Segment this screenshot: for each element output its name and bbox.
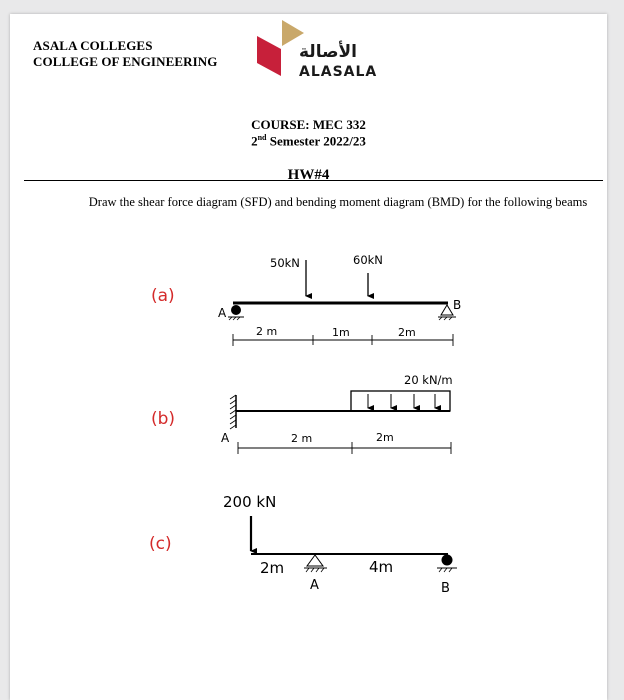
document-page xyxy=(10,14,607,700)
support-c-b-label: B xyxy=(441,581,450,596)
logo-english-text: ALASALA xyxy=(299,64,378,80)
udl-label: 20 kN/m xyxy=(404,373,453,387)
dim-a-2: 1m xyxy=(332,326,350,339)
pin-support-c-a-icon xyxy=(307,555,323,566)
semester-suffix: nd xyxy=(257,133,267,142)
load-50kn-label: 50kN xyxy=(270,256,300,270)
dim-b-2: 2m xyxy=(376,431,394,444)
problem-b-label: (b) xyxy=(151,409,176,429)
dim-c-1: 2m xyxy=(260,559,285,577)
support-c-a-label: A xyxy=(310,578,319,593)
college-department: COLLEGE OF ENGINEERING xyxy=(33,54,218,69)
dim-a-1: 2 m xyxy=(256,325,278,338)
roller-support-a-icon xyxy=(231,305,241,315)
logo-arabic-text: الأصالة xyxy=(299,42,357,62)
load-200kn-label: 200 kN xyxy=(223,493,277,511)
homework-title: HW#4 xyxy=(287,167,330,183)
dim-b-1: 2 m xyxy=(291,432,313,445)
semester-number: 2 xyxy=(251,133,258,149)
support-b-label: B xyxy=(453,298,462,312)
instruction-text: Draw the shear force diagram (SFD) and bending moment diagram (BMD) for the following beams xyxy=(88,195,588,209)
beam-diagrams xyxy=(10,14,607,700)
load-60kn-label: 60kN xyxy=(353,253,383,267)
college-name: ASALA COLLEGES xyxy=(33,38,153,53)
semester-text: Semester 2022/23 xyxy=(266,133,366,149)
problem-a-label: (a) xyxy=(151,286,175,306)
problem-c-label: (c) xyxy=(149,534,172,554)
course-code: COURSE: MEC 332 xyxy=(251,117,366,132)
dim-c-2: 4m xyxy=(369,558,394,576)
support-b-a-label: A xyxy=(221,431,230,445)
pin-support-b-icon xyxy=(441,305,453,315)
support-a-label: A xyxy=(218,306,227,320)
roller-support-c-b-icon xyxy=(442,555,453,566)
dim-a-3: 2m xyxy=(398,326,416,339)
